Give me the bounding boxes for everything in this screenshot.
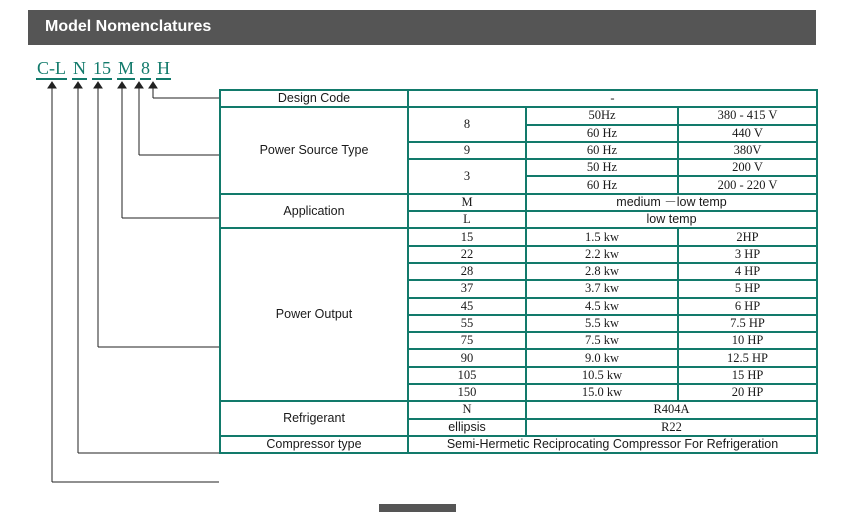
section-title: Model Nomenclatures bbox=[45, 18, 212, 35]
arrowhead bbox=[149, 82, 157, 88]
refrigerant-code: ellipsis bbox=[408, 419, 526, 436]
power-source-frequency: 50 Hz bbox=[526, 159, 678, 176]
power-source-frequency: 60 Hz bbox=[526, 142, 678, 159]
label-application: Application bbox=[220, 194, 408, 229]
power-source-code: 3 bbox=[408, 159, 526, 194]
label-design-code: Design Code bbox=[220, 90, 408, 107]
power-output-code: 22 bbox=[408, 246, 526, 263]
power-source-voltage: 200 - 220 V bbox=[678, 176, 817, 193]
power-output-hp: 5 HP bbox=[678, 280, 817, 297]
refrigerant-code: N bbox=[408, 401, 526, 418]
power-source-voltage: 200 V bbox=[678, 159, 817, 176]
power-output-code: 15 bbox=[408, 228, 526, 245]
power-output-hp: 3 HP bbox=[678, 246, 817, 263]
power-output-code: 28 bbox=[408, 263, 526, 280]
power-output-code: 45 bbox=[408, 298, 526, 315]
power-output-hp: 15 HP bbox=[678, 367, 817, 384]
power-output-kw: 9.0 kw bbox=[526, 349, 678, 366]
power-source-code: 9 bbox=[408, 142, 526, 159]
power-source-voltage: 380V bbox=[678, 142, 817, 159]
application-code: L bbox=[408, 211, 526, 228]
code-segment-design-code: H bbox=[157, 58, 171, 78]
label-refrigerant: Refrigerant bbox=[220, 401, 408, 436]
power-output-code: 55 bbox=[408, 315, 526, 332]
model-code-example bbox=[36, 58, 176, 80]
label-compressor-type: Compressor type bbox=[220, 436, 408, 453]
power-output-code: 75 bbox=[408, 332, 526, 349]
row-compressor-type bbox=[220, 436, 817, 453]
power-source-frequency: 50Hz bbox=[526, 107, 678, 124]
arrowhead bbox=[94, 82, 102, 88]
power-output-hp: 2HP bbox=[678, 228, 817, 245]
arrowhead bbox=[48, 82, 56, 88]
code-segment-application: M bbox=[118, 58, 135, 78]
power-output-kw: 4.5 kw bbox=[526, 298, 678, 315]
compressor-type-value: Semi-Hermetic Reciprocating Compressor For Refrigeration bbox=[408, 436, 817, 453]
power-output-kw: 15.0 kw bbox=[526, 384, 678, 401]
power-source-frequency: 60 Hz bbox=[526, 176, 678, 193]
power-source-voltage: 380 - 415 V bbox=[678, 107, 817, 124]
power-output-hp: 10 HP bbox=[678, 332, 817, 349]
power-output-hp: 6 HP bbox=[678, 298, 817, 315]
power-output-code: 150 bbox=[408, 384, 526, 401]
code-segment-power-source: 8 bbox=[141, 58, 151, 78]
power-output-code: 90 bbox=[408, 349, 526, 366]
power-source-code: 8 bbox=[408, 107, 526, 142]
section-header-bar bbox=[28, 10, 816, 45]
refrigerant-value: R404A bbox=[526, 401, 817, 418]
power-output-kw: 7.5 kw bbox=[526, 332, 678, 349]
table-row bbox=[220, 194, 817, 211]
code-segment-series: C-L bbox=[37, 58, 66, 78]
arrowhead bbox=[74, 82, 82, 88]
power-output-hp: 20 HP bbox=[678, 384, 817, 401]
arrowhead bbox=[118, 82, 126, 88]
refrigerant-value: R22 bbox=[526, 419, 817, 436]
label-power-source: Power Source Type bbox=[220, 107, 408, 193]
table-row bbox=[220, 401, 817, 418]
power-output-kw: 5.5 kw bbox=[526, 315, 678, 332]
label-power-output: Power Output bbox=[220, 228, 408, 401]
application-description: medium －low temp bbox=[526, 194, 817, 211]
application-description: low temp bbox=[526, 211, 817, 228]
power-output-kw: 10.5 kw bbox=[526, 367, 678, 384]
power-output-hp: 7.5 HP bbox=[678, 315, 817, 332]
design-code-value: - bbox=[408, 90, 817, 107]
page-number-tab bbox=[379, 504, 456, 512]
power-source-voltage: 440 V bbox=[678, 125, 817, 142]
power-output-kw: 1.5 kw bbox=[526, 228, 678, 245]
arrowhead bbox=[135, 82, 143, 88]
application-code: M bbox=[408, 194, 526, 211]
power-output-hp: 12.5 HP bbox=[678, 349, 817, 366]
code-segment-power-output: 15 bbox=[93, 58, 111, 78]
table-row bbox=[220, 228, 817, 245]
power-output-kw: 2.2 kw bbox=[526, 246, 678, 263]
power-output-hp: 4 HP bbox=[678, 263, 817, 280]
power-source-frequency: 60 Hz bbox=[526, 125, 678, 142]
power-output-code: 37 bbox=[408, 280, 526, 297]
power-output-kw: 3.7 kw bbox=[526, 280, 678, 297]
power-output-code: 105 bbox=[408, 367, 526, 384]
table-row bbox=[220, 107, 817, 124]
row-design-code bbox=[220, 90, 817, 107]
code-segment-refrigerant: N bbox=[73, 58, 86, 78]
nomenclature-table bbox=[219, 89, 818, 454]
power-output-kw: 2.8 kw bbox=[526, 263, 678, 280]
